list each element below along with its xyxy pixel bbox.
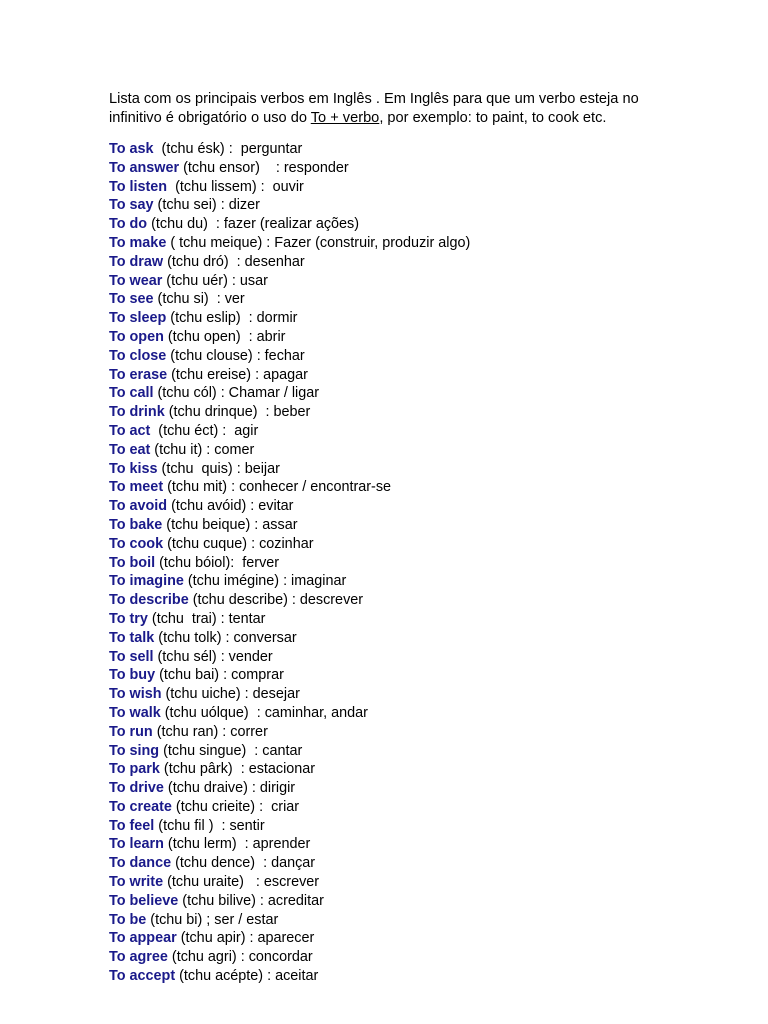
verb-name: To close [109,347,167,364]
verb-entry [109,742,470,761]
verb-entry [109,140,470,159]
verb-entry [109,384,470,403]
verb-pronunciation-translation: (tchu cuque) : cozinhar [163,535,314,552]
verb-pronunciation-translation: (tchu sél) : vender [153,648,273,665]
verb-name: To see [109,291,154,308]
verb-pronunciation-translation: (tchu avóid) : evitar [167,498,294,515]
verb-name: To appear [109,930,177,947]
verb-entry [109,178,470,197]
verb-name: To avoid [109,498,168,515]
verb-pronunciation-translation: (tchu uiche) : desejar [161,686,300,703]
verb-pronunciation-translation: (tchu bi) ; ser / estar [146,911,279,928]
verb-pronunciation-translation: (tchu uólque) : caminhar, andar [160,704,368,721]
verb-name: To drive [109,780,164,797]
verb-entry [109,554,470,573]
verb-entry [109,366,470,385]
verb-pronunciation-translation: (tchu bóiol): ferver [155,554,280,571]
verb-entry [109,441,470,460]
verb-name: To listen [109,178,168,195]
verb-entry [109,704,470,723]
verb-name: To drink [109,404,165,421]
verb-pronunciation-translation: (tchu pârk) : estacionar [159,761,316,778]
verb-name: To walk [109,704,161,721]
verb-name: To accept [109,968,176,985]
intro-text-end: , por exemplo: to paint, to cook etc. [379,110,607,126]
verb-name: To talk [109,629,155,646]
verb-name: To believe [109,892,179,909]
verb-entry [109,666,470,685]
verb-pronunciation-translation: (tchu uér) : usar [162,272,268,289]
verb-entry [109,892,470,911]
verb-pronunciation-translation: (tchu bai) : comprar [155,667,284,684]
verb-entry [109,835,470,854]
verb-pronunciation-translation: (tchu it) : comer [150,441,255,458]
intro-paragraph [109,90,669,128]
verb-name: To sleep [109,310,167,327]
verb-entry [109,234,470,253]
verb-entry [109,159,470,178]
verb-pronunciation-translation: (tchu singue) : cantar [159,742,303,759]
verb-pronunciation-translation: (tchu dence) : dançar [171,855,316,872]
verb-name: To run [109,723,153,740]
verb-pronunciation-translation: (tchu lissem) : ouvir [167,178,304,195]
verb-pronunciation-translation: (tchu apir) : aparecer [176,930,315,947]
verb-entry [109,460,470,479]
verb-entry [109,328,470,347]
verb-pronunciation-translation: (tchu cól) : Chamar / ligar [153,385,320,402]
verb-pronunciation-translation: (tchu bilive) : acreditar [178,892,324,909]
verb-pronunciation-translation: (tchu tolk) : conversar [154,629,297,646]
verb-name: To kiss [109,460,158,477]
verb-entry [109,309,470,328]
verb-name: To agree [109,949,168,966]
verb-name: To boil [109,554,156,571]
verb-pronunciation-translation: (tchu si) : ver [153,291,245,308]
verb-name: To describe [109,592,189,609]
verb-entry [109,535,470,554]
verb-entry [109,572,470,591]
verb-entry [109,478,470,497]
verb-entry [109,911,470,930]
verb-pronunciation-translation: (tchu open) : abrir [163,328,286,345]
verb-entry [109,948,470,967]
verb-pronunciation-translation: (tchu dró) : desenhar [163,253,305,270]
verb-entry [109,723,470,742]
intro-text: Lista com os principais verbos em Inglês . Em Inglês para que um verbo esteja no infinitivo é obrigatório o uso do [109,91,639,126]
verb-name: To be [109,911,147,928]
verb-entry [109,967,470,986]
verb-pronunciation-translation: (tchu uraite) : escrever [163,874,320,891]
verb-name: To wish [109,686,162,703]
verb-name: To meet [109,479,164,496]
verb-name: To feel [109,817,155,834]
verb-pronunciation-translation: (tchu éct) : agir [150,422,259,439]
verb-name: To draw [109,253,164,270]
verb-pronunciation-translation: (tchu draive) : dirigir [163,780,296,797]
verb-pronunciation-translation: (tchu describe) : descrever [188,592,364,609]
verb-name: To create [109,798,172,815]
verb-pronunciation-translation: (tchu du) : fazer (realizar ações) [147,216,360,233]
verb-pronunciation-translation: (tchu quis) : beijar [157,460,280,477]
verb-entry [109,798,470,817]
verb-pronunciation-translation: (tchu imégine) : imaginar [183,573,347,590]
verb-entry [109,779,470,798]
verb-pronunciation-translation: (tchu ésk) : perguntar [153,141,303,157]
verb-pronunciation-translation: (tchu fil ) : sentir [154,817,265,834]
verb-name: To sell [109,648,154,665]
verb-pronunciation-translation: (tchu sei) : dizer [153,197,260,214]
verb-name: To make [109,234,167,251]
verb-name: To park [109,761,160,778]
verb-pronunciation-translation: (tchu ensor) : responder [179,159,349,176]
verb-entry [109,347,470,366]
verb-pronunciation-translation: (tchu trai) : tentar [147,610,266,627]
verb-name: To say [109,197,154,214]
verb-name: To bake [109,516,163,533]
verb-name: To ask [109,141,154,157]
verb-entry [109,817,470,836]
verb-pronunciation-translation: (tchu clouse) : fechar [166,347,305,364]
verb-entry [109,760,470,779]
verb-pronunciation-translation: (tchu agri) : concordar [167,949,313,966]
verb-list [109,140,470,986]
verb-entry [109,873,470,892]
verb-entry [109,196,470,215]
verb-name: To cook [109,535,164,552]
verb-entry [109,497,470,516]
verb-pronunciation-translation: (tchu ran) : correr [152,723,268,740]
verb-name: To sing [109,742,160,759]
to-verbo-underlined: To + verbo [310,110,380,126]
verb-pronunciation-translation: (tchu mit) : conhecer / encontrar-se [163,479,392,496]
verb-entry [109,516,470,535]
verb-name: To write [109,874,164,891]
verb-entry [109,272,470,291]
verb-name: To eat [109,441,151,458]
verb-entry [109,215,470,234]
verb-name: To try [109,610,148,627]
verb-entry [109,685,470,704]
verb-name: To call [109,385,154,402]
verb-name: To erase [109,366,168,383]
verb-name: To learn [109,836,164,853]
verb-pronunciation-translation: ( tchu meique) : Fazer (construir, produzir algo) [166,234,471,251]
verb-pronunciation-translation: (tchu beique) : assar [162,516,298,533]
verb-entry [109,290,470,309]
verb-pronunciation-translation: (tchu drinque) : beber [164,404,311,421]
verb-pronunciation-translation: (tchu eslip) : dormir [166,310,298,327]
verb-entry [109,403,470,422]
verb-name: To do [109,216,148,233]
verb-entry [109,253,470,272]
verb-name: To buy [109,667,156,684]
verb-entry [109,610,470,629]
verb-name: To dance [109,855,172,872]
verb-entry [109,929,470,948]
verb-name: To answer [109,159,180,176]
verb-entry [109,648,470,667]
verb-pronunciation-translation: (tchu ereise) : apagar [167,366,308,383]
verb-entry [109,854,470,873]
verb-entry [109,422,470,441]
verb-name: To open [109,328,164,345]
verb-entry [109,629,470,648]
verb-pronunciation-translation: (tchu crieite) : criar [171,798,300,815]
verb-pronunciation-translation: (tchu lerm) : aprender [163,836,311,853]
verb-pronunciation-translation: (tchu acépte) : aceitar [175,968,319,985]
verb-entry [109,591,470,610]
verb-name: To wear [109,272,163,289]
verb-name: To imagine [109,573,184,590]
verb-name: To act [109,422,151,439]
